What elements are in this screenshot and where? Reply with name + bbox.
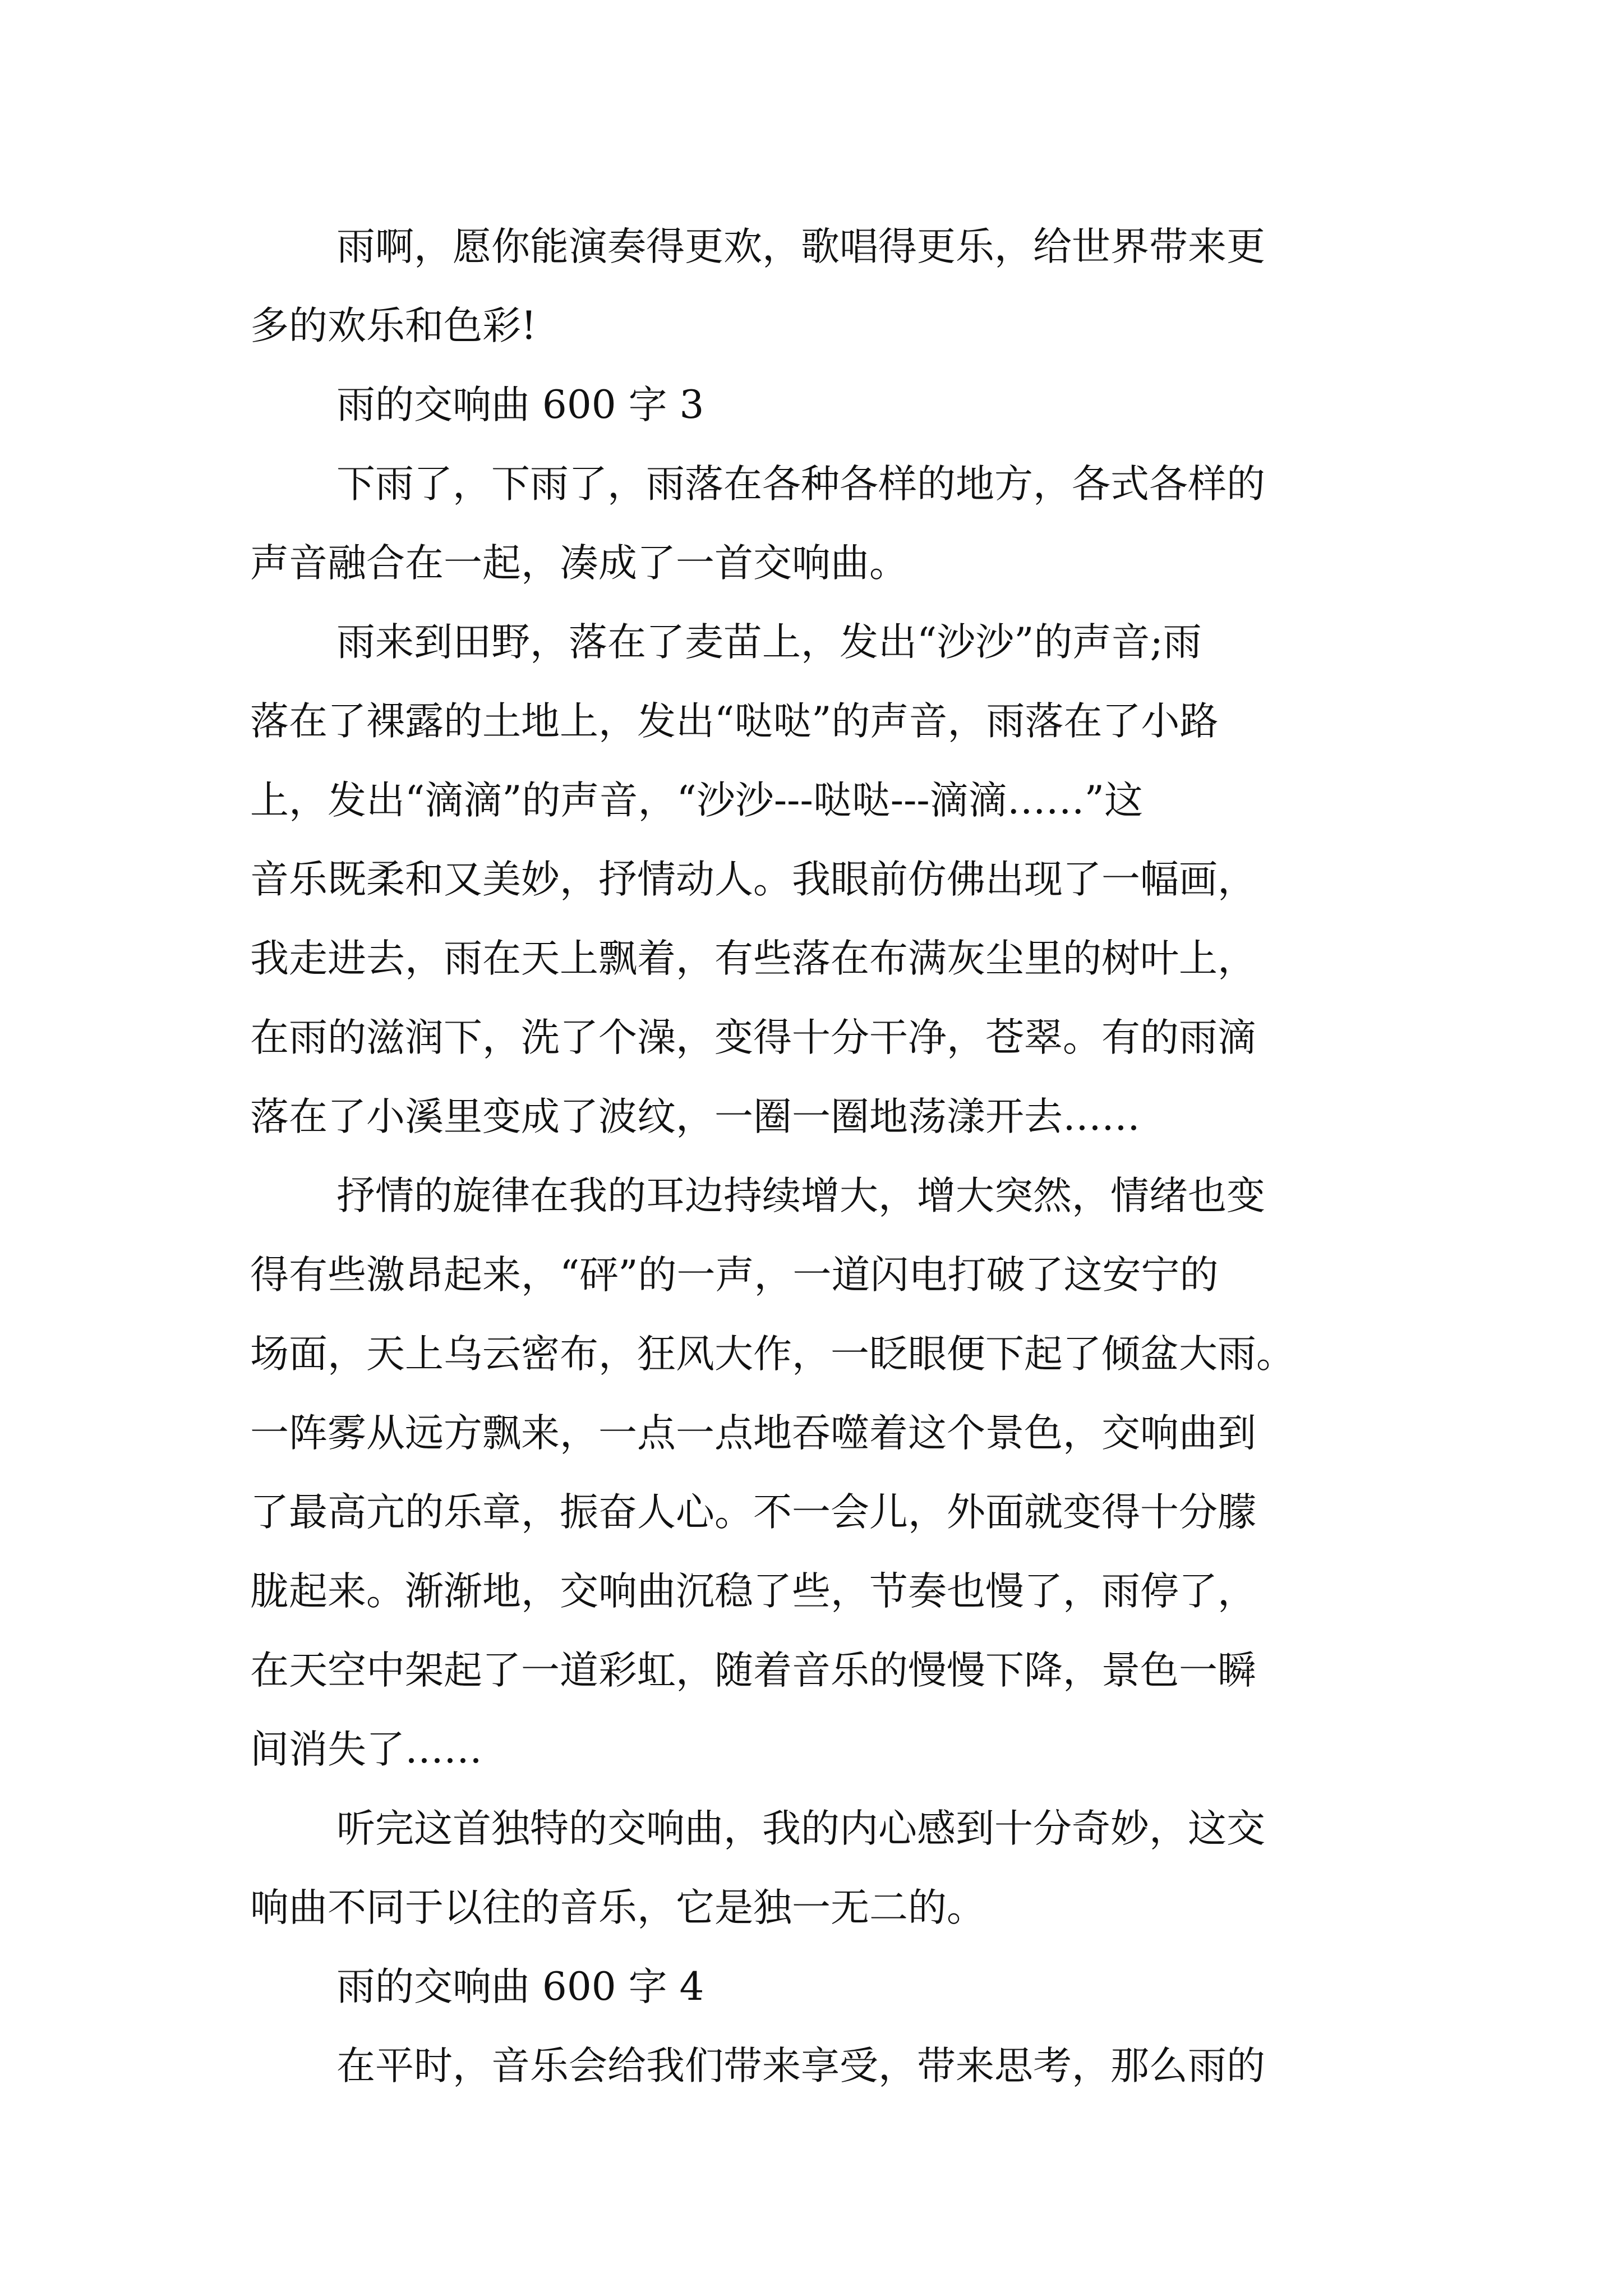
paragraph-line: 间消失了…… (250, 1727, 482, 1772)
paragraph-line: 声音融合在一起，凑成了一首交响曲。 (250, 541, 908, 586)
paragraph-line: 胧起来。渐渐地，交响曲沉稳了些，节奏也慢了，雨停了， (250, 1569, 1256, 1614)
paragraph-line: 得有些激昂起来，“砰”的一声，一道闪电打破了这安宁的 (250, 1253, 1219, 1297)
paragraph-line: 音乐既柔和又美妙，抒情动人。我眼前仿佛出现了一幅画， (250, 857, 1256, 902)
section-heading: 雨的交响曲 600 字 3 (336, 383, 704, 427)
paragraph-line: 多的欢乐和色彩! (250, 303, 537, 348)
paragraph-line: 抒情的旋律在我的耳边持续增大，增大突然，情绪也变 (336, 1174, 1265, 1218)
section-heading: 雨的交响曲 600 字 4 (336, 1964, 704, 2009)
paragraph-line: 了最高亢的乐章，振奋人心。不一会儿，外面就变得十分朦 (250, 1490, 1256, 1535)
paragraph-line: 雨啊，愿你能演奏得更欢，歌唱得更乐，给世界带来更 (336, 224, 1265, 269)
paragraph-line: 落在了裸露的土地上，发出“哒哒”的声音，雨落在了小路 (250, 699, 1219, 744)
paragraph-line: 下雨了，下雨了，雨落在各种各样的地方，各式各样的 (336, 462, 1265, 507)
paragraph-line: 雨来到田野，落在了麦苗上，发出“沙沙”的声音;雨 (336, 620, 1202, 665)
paragraph-line: 落在了小溪里变成了波纹，一圈一圈地荡漾开去…… (250, 1094, 1140, 1139)
paragraph-line: 我走进去，雨在天上飘着，有些落在布满灰尘里的树叶上， (250, 936, 1256, 981)
paragraph-line: 一阵雾从远方飘来，一点一点地吞噬着这个景色，交响曲到 (250, 1411, 1256, 1456)
paragraph-line: 听完这首独特的交响曲，我的内心感到十分奇妙，这交 (336, 1806, 1265, 1851)
paragraph-line: 响曲不同于以往的音乐，它是独一无二的。 (250, 1885, 985, 1930)
paragraph-line: 在天空中架起了一道彩虹，随着音乐的慢慢下降，景色一瞬 (250, 1648, 1256, 1693)
paragraph-line: 上，发出“滴滴”的声音，“沙沙---哒哒---滴滴……”这 (250, 778, 1143, 823)
paragraph-line: 在雨的滋润下，洗了个澡，变得十分干净，苍翠。有的雨滴 (250, 1015, 1256, 1060)
paragraph-line: 场面，天上乌云密布，狂风大作，一眨眼便下起了倾盆大雨。 (250, 1332, 1295, 1377)
paragraph-line: 在平时，音乐会给我们带来享受，带来思考，那么雨的 (336, 2044, 1265, 2088)
